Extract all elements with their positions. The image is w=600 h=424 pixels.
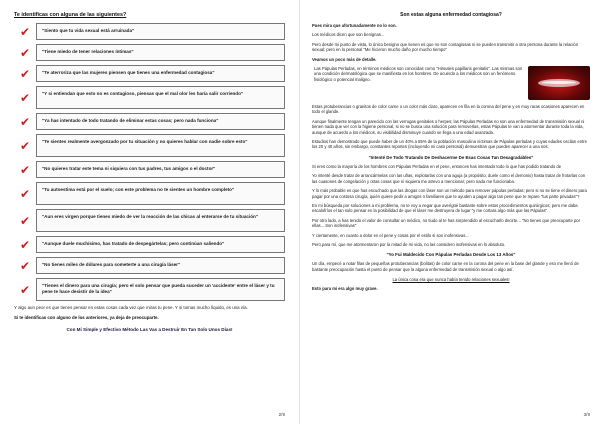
paragraph: Yo intenté desde tratar de arrancármelas con las uñas, explotarlas con una aguja (a propósito, duele como el demonio) hasta tratar de frotarlas con las cuasones de congelación y otras cosas que ni siquiera me atrevo a mencionar; pero nada me funcionaba. <box>312 173 586 184</box>
paragraph: Pero para mí, que me atormentaron por la mitad de mi vida, no las considero inofensivas en lo absoluto. <box>312 241 506 247</box>
checklist-item <box>14 182 285 205</box>
checklist-item <box>14 44 285 61</box>
checklist-text: "Tiene miedo de tener relaciones íntimas" <box>36 44 285 61</box>
check-icon: ✔ <box>19 282 31 297</box>
paragraph: Por otro lado, a has tenido el valor de consultar un médico, no tiudo al te has sorprendido al escucharlo decirte... "No tienes que preocuparte por ellas... Son inofensivas" <box>312 217 581 229</box>
checklist-text: "Tu autoestima está por el suelo; con este problema no te sientes un hombre completo" <box>36 182 285 205</box>
paragraph: Y ciertamente, en cuanto a dolor en el pene y cosas por el estilo si son inofensivas... <box>312 232 469 238</box>
quote-title-2: "Yo Fui Maldecido Con Pápulas Perladas Desde Los 13 Años" <box>386 252 516 258</box>
checklist-text: "Te sientes realmente avergonzado por tu situación y no quieres hablar con nadie sobre esto" <box>36 134 285 157</box>
page-number: 2/9 <box>278 412 285 417</box>
checklist-text: "Tienes el dinero para una cirugía; pero el solo pensar que pueda suceder un 'accidente' entre el láser y tu pene te hace desistir de la idea" <box>36 278 285 301</box>
paragraph: Un día, empecé a notar filas de pequeñas protuberancias (bolitas) de color carne en la corona del pene en la base del glande y eso me llenó de bastante preocupación hasta el punto de pensar que la alguna enfermedad de transmisión sexual o algo así. <box>312 261 579 272</box>
paragraph: Estudios han demostrado que puede haber de un 40% a 85% de la población masculina víctimas de Pápulas perladas y cuyas edades oscilan entre los 20 y 40 años, sin embargo, constantes reportes (incluyendo mi caso personal) demuestran que pueden aparecer a una nos. <box>312 139 587 150</box>
photo-caption: Las Pápulas Perladas, en términos médicos son conocidas como "Hirsuties papillaris genitalis". Las mismas son una condición dermatológica que se manifiesta en los hombres. De acuerdo a los médicos son un fenómeno fisiológico o potencial maligno. <box>314 66 523 82</box>
check-icon: ✔ <box>19 24 31 39</box>
call-to-action: Con Mi Simple y Efectivo Método Las Vas a Destruir En Tan Solo Unos Días! <box>66 326 233 332</box>
quote-title: "Intenté De Todo Tratando De Deshacerme De Esas Cosas Tan Desagradables" <box>368 154 534 160</box>
photo-section <box>312 66 590 100</box>
paragraph: Aunque finalmente tengan un parecido con las verrugas genitales o herpes; las Pápulas Perladas no son una enfermedad de transmisión sexual ni tienen nada que ver con la higiene personal, si no se busca una solución para removerlas, estas Pápulas te van a atormentar durante toda la vida, aunque de acuerdo a los médicos, su visibilidad disminuye cuando se llega a una edad avanzada. <box>312 118 585 135</box>
check-icon: ✔ <box>19 237 31 252</box>
checklist-text: "Te aterroriza que las mujeres piensen que tienes una enfermedad contagiosa" <box>36 65 285 82</box>
right-page <box>300 0 600 424</box>
paragraph: Esto para mí era algo muy grave. <box>312 286 378 292</box>
checklist-text: "No tienes miles de dólares para someterte a una cirugía láser" <box>36 257 285 274</box>
checklist-text: "Aun eres virgen porque tienes miedo de ver la reacción de las chicas al enterarse de tu situación" <box>36 209 285 232</box>
checklist-item <box>14 257 285 274</box>
checklist-item <box>14 113 285 130</box>
check-icon: ✔ <box>19 258 31 273</box>
checklist-item <box>14 278 285 301</box>
check-icon: ✔ <box>19 186 31 201</box>
paragraph: Veamos un poco más de detalle. <box>312 56 377 62</box>
left-heading: Te identificas con alguna de las siguientes? <box>14 12 127 18</box>
check-icon: ✔ <box>19 213 31 228</box>
paragraph: Y lo más probable es que has escuchado que las drogas con láser son un método para remover pápulas perladas; pero si no se tiene el dinero para pagar por una costosa cirugía, quién quiere pedir a amigos o familiares que te ayuden a pagar algo tan pene que te repare "tus parte privadas"? <box>312 188 587 199</box>
checklist-item <box>14 23 285 40</box>
check-icon: ✔ <box>19 114 31 129</box>
paragraph: Pues mira que afortunadamente no lo son. <box>312 23 397 28</box>
paragraph: Estas protuberancias o granitos de color carne o un color más claro, aparecen en fila en la corona del pene y en muy raras ocasiones aparecen en todo el glande. <box>312 104 585 115</box>
checklist-item <box>14 236 285 253</box>
paragraph: Los médicos dicen que son benignas... <box>312 32 385 38</box>
checklist-text: "Siento que tu vida sexual está arruinada" <box>36 23 285 40</box>
checklist-item <box>14 161 285 178</box>
paragraph: En mi búsqueda por soluciones a mi problema, no te voy a negar que averigüé bastante sobre estos procedimientos quirúrgicos; pero me daba escalofríos el tan solo pensar en la posibilidad de que el láser me destruyera de lugar "y me cortara algo más que las Pápulas". <box>312 202 578 214</box>
checklist-item <box>14 209 285 232</box>
checklist-item <box>14 65 285 82</box>
check-icon: ✔ <box>19 162 31 177</box>
closing-bold-paragraph <box>14 315 285 321</box>
closing-bold-text: Si te identificas con alguno de los anteriores, ya deja de preocuparte. <box>14 314 159 320</box>
checklist-text: "Y si entiendan que esto no es contagioso, piensas que el mal olor les haría salir corriendo" <box>36 86 285 109</box>
closing-paragraph: Y algo aun peor es que tienes pensar en estas cosas cada vez que miras tu pene. Y si tomas mucho líquido, es una vía. <box>14 305 248 310</box>
checklist-text: "Ya has intentado de todo tratando de eliminar estas cosas; pero nada funciona" <box>36 113 285 130</box>
underlined-note: La única cosa era que nunca había tenido relaciones sexuales! <box>392 277 510 283</box>
check-icon: ✔ <box>19 138 31 153</box>
check-icon: ✔ <box>19 66 31 81</box>
right-title: Son estas alguna enfermedad contagiosa? <box>400 12 502 18</box>
paragraph: Si eres como la mayoría de los hombres con Pápulas Perladas en el pene, entonces has intentado todo lo que has podido tratando de <box>312 163 562 169</box>
photo-image <box>528 66 590 100</box>
checklist-item <box>14 134 285 157</box>
checklist-item <box>14 86 285 109</box>
checklist <box>14 23 285 301</box>
checklist-text: "Aunque duele muchísimo, has tratado de despegártelas; pero continúan saliendo" <box>36 236 285 253</box>
check-icon: ✔ <box>19 90 31 105</box>
check-icon: ✔ <box>19 45 31 60</box>
checklist-text: "No quieres tratar este tema ni siquiera con tus padres, tus amigos o el doctor" <box>36 161 285 178</box>
page-number: 3/9 <box>583 412 590 417</box>
paragraph: Pero desde mi punto de vista, lo único benigno que tienen es que no son contagiosas ni se pueden transmitir a otra persona durante la relación sexual; pero en lo personal "Me hicieron mucho daño por mucho tiempo" <box>312 41 579 53</box>
